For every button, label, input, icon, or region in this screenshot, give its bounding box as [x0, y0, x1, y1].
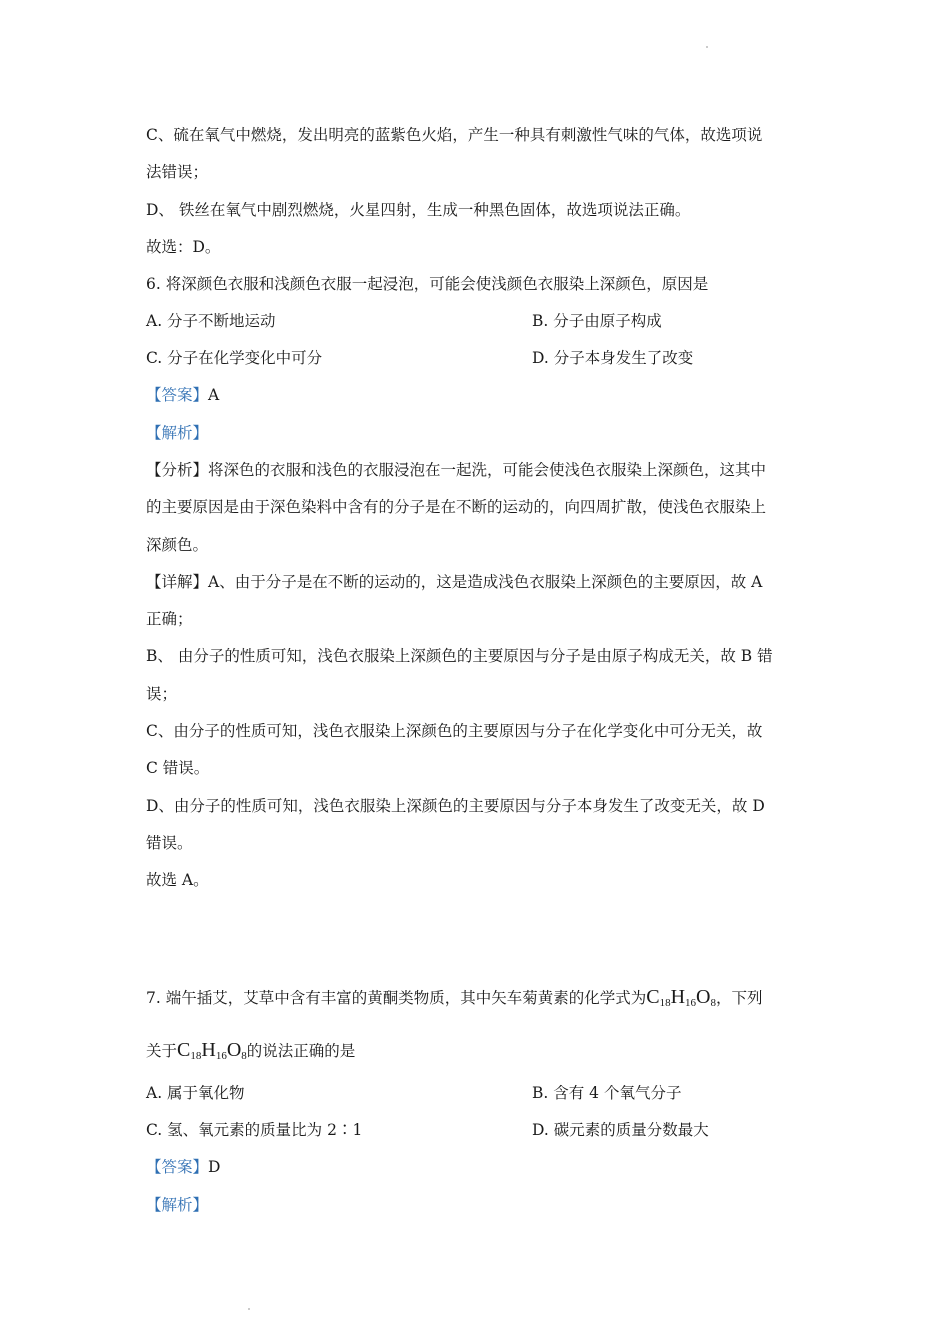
q6-xiangjie-a-line1 — [146, 571, 762, 593]
q7-option-c: C. 氢、氧元素的质量比为 2∶1 — [146, 1121, 363, 1139]
q7-answer-row — [146, 1156, 220, 1178]
q7-option-d: D. 碳元素的质量分数最大 — [532, 1121, 709, 1139]
q6-fenxi-text: 将深色的衣服和浅色的衣服浸泡在一起洗，可能会使浅色衣服染上深颜色，这其中 — [208, 461, 767, 479]
q7-stem-line2-post: 的说法正确的是 — [246, 1042, 356, 1060]
q5-option-d-explanation: D、 铁丝在氧气中剧烈燃烧，火星四射，生成一种黑色固体，故选项说法正确。 — [146, 201, 691, 219]
q7-analysis-tag: 【解析】 — [146, 1196, 209, 1214]
q7-answer: D — [208, 1158, 221, 1176]
q7-stem-line2 — [146, 1039, 355, 1067]
scan-dot-top — [706, 46, 708, 48]
q6-option-d: D. 分子本身发生了改变 — [532, 349, 694, 367]
q6-xiangjie-c-line1: C、由分子的性质可知，浅色衣服染上深颜色的主要原因与分子在化学变化中可分无关，故 — [146, 722, 763, 740]
q6-option-a: A. 分子不断地运动 — [146, 312, 276, 330]
q6-option-c: C. 分子在化学变化中可分 — [146, 349, 323, 367]
q6-xiangjie-c-line2: C 错误。 — [146, 759, 210, 777]
scan-dot-bottom — [248, 1308, 250, 1310]
q6-xiangjie-a-line2: 正确； — [146, 610, 193, 628]
q7-stem-part1: 7. 端午插艾，艾草中含有丰富的黄酮类物质，其中矢车菊黄素的化学式为 — [146, 989, 647, 1007]
q7-stem-line2-pre: 关于 — [146, 1042, 178, 1060]
q5-final-choice: 故选：D。 — [146, 238, 221, 256]
q6-fenxi-line2: 的主要原因是由于深色染料中含有的分子是在不断的运动的，向四周扩散，使浅色衣服染上 — [146, 498, 767, 516]
q7-option-b: B. 含有 4 个氧气分子 — [532, 1084, 682, 1102]
q6-xiangjie-tag: 【详解】 — [146, 573, 209, 591]
q7-formula: $C_{18}H_{16}O_8$ — [646, 986, 716, 1009]
q6-analysis-tag: 【解析】 — [146, 424, 209, 442]
q6-xiangjie-a-text: A、由于分子是在不断的运动的，这是造成浅色衣服染上深颜色的主要原因，故 A — [208, 573, 763, 591]
q6-fenxi-line1 — [146, 459, 766, 481]
q6-xiangjie-d-line1: D、由分子的性质可知，浅色衣服染上深颜色的主要原因与分子本身发生了改变无关，故 D — [146, 797, 765, 815]
q7-answer-tag: 【答案】 — [146, 1158, 209, 1176]
q7-stem-line1 — [146, 986, 762, 1014]
q6-option-b: B. 分子由原子构成 — [532, 312, 662, 330]
q6-fenxi-tag: 【分析】 — [146, 461, 209, 479]
q6-xiangjie-d-line2: 错误。 — [146, 834, 193, 852]
q6-xiangjie-b-line2: 误； — [146, 685, 178, 703]
q7-stem-part2: ，下列 — [715, 989, 763, 1007]
q6-fenxi-line3: 深颜色。 — [146, 536, 209, 554]
q6-answer-row — [146, 384, 219, 406]
q7-option-a: A. 属于氧化物 — [146, 1084, 245, 1102]
q6-xiangjie-b-line1: B、 由分子的性质可知，浅色衣服染上深颜色的主要原因与分子是由原子构成无关，故 B 错 — [146, 647, 773, 665]
q7-formula-inline: $C_{18}H_{16}O_8$ — [177, 1039, 247, 1062]
q5-option-c-explanation-line1: C、硫在氧气中燃烧，发出明亮的蓝紫色火焰，产生一种具有刺激性气味的气体，故选项说 — [146, 126, 763, 144]
q6-answer: A — [208, 386, 220, 404]
q6-answer-tag: 【答案】 — [146, 386, 209, 404]
q6-stem: 6. 将深颜色衣服和浅颜色衣服一起浸泡，可能会使浅颜色衣服染上深颜色，原因是 — [146, 275, 709, 293]
q5-option-c-explanation-line2: 法错误； — [146, 163, 209, 181]
q6-final-choice: 故选 A。 — [146, 871, 209, 889]
